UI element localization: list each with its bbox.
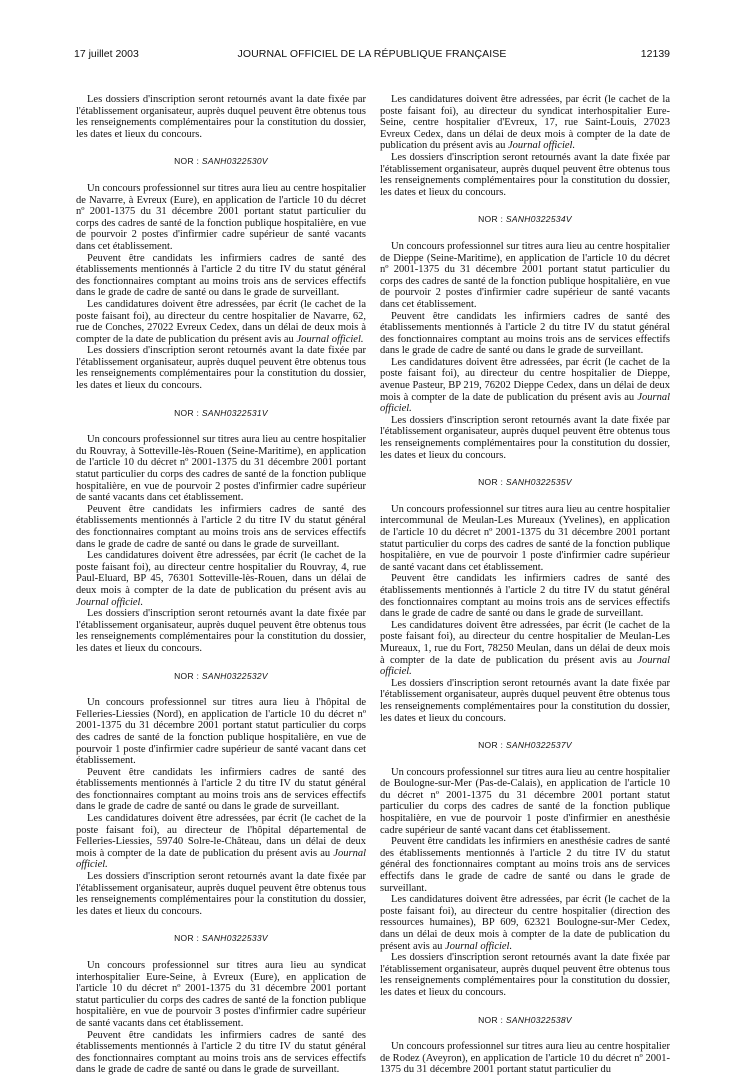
left-column (76, 94, 366, 1076)
journal-title: JOURNAL OFFICIEL DE LA RÉPUBLIQUE FRANÇAISE (237, 48, 507, 60)
paragraph (380, 152, 670, 198)
paragraph-text: Un concours professionnel sur titres aura lieu au centre hospitalier de Navarre, à Evreux (Eure), en application de l'article 10 du décret nº 2001-1375 du 31 décembre 2001 portant statut particulier du corps des cadres de santé de la fonction publique hospitalière, en vue de pourvoir 2 postes d'infirmier cadre supérieur de santé vacants dans cet établissement. (76, 182, 366, 252)
paragraph-text: Les dossiers d'inscription seront retournés avant la date fixée par l'établissement organisateur, auprès duquel peuvent être obtenus tous les renseignements complémentaires pour la constitution du dossier, les dates et lieux du concours. (76, 871, 366, 917)
nor-code: SANH0322533V (201, 933, 268, 944)
nor-label: NOR : (174, 670, 200, 681)
page-number: 12139 (640, 48, 670, 60)
paragraph-text: Les candidatures doivent être adressées, par écrit (le cachet de la poste faisant foi), au directeur centre hospitalier du Rouvray, 4, rue Paul-Eluard, BP 45, 76301 Sotteville-lès-Rouen, dans un délai de deux mois à compter de la date de publication du présent avis au (76, 550, 366, 596)
paragraph (76, 608, 366, 654)
issue-date: 17 juillet 2003 (74, 48, 139, 60)
journal-officiel-reference: Journal officiel. (76, 596, 144, 608)
paragraph-text: Un concours professionnel sur titres aura lieu à l'hôpital de Felleries-Liessies (Nord), en application de l'article 10 du décret nº 2001-1375 du 31 décembre 2001 portant statut particulier du corps des cadres de santé de la fonction publique hospitalière, en vue de pourvoir 1 poste d'infirmier cadre supérieur de santé vacant dans cet établissement. (76, 697, 366, 767)
paragraph (380, 311, 670, 357)
journal-officiel-reference: Journal officiel. (445, 940, 513, 952)
paragraph-text: Les dossiers d'inscription seront retournés avant la date fixée par l'établissement organisateur, auprès duquel peuvent être obtenus tous les renseignements complémentaires pour la constitution du dossier, les dates et lieux du concours. (380, 952, 670, 998)
paragraph (76, 345, 366, 391)
paragraph (380, 241, 670, 311)
nor-reference (76, 671, 366, 683)
paragraph (380, 767, 670, 837)
nor-code: SANH0322531V (201, 407, 268, 418)
journal-officiel-reference: Journal officiel. (76, 847, 366, 871)
paragraph-text: Les dossiers d'inscription seront retournés avant la date fixée par l'établissement organisateur, auprès duquel peuvent être obtenus tous les renseignements complémentaires pour la constitution du dossier, les dates et lieux du concours. (76, 345, 366, 392)
paragraph-text: Peuvent être candidats les infirmiers cadres de santé des établissements mentionnés à l'article 2 du titre IV du statut général des fonctionnaires comptant au moins trois ans de services effectifs dans le grade de cadre de santé ou dans le grade de surveillant. (380, 310, 670, 357)
paragraph-text: Les candidatures doivent être adressées, par écrit (le cachet de la poste faisant foi), au directeur du syndicat interhospitalier Eure-Seine, centre hospitalier d'Evreux, 17, rue Saint-Louis, 27023 Evreux Cedex, dans un délai de deux mois à compter de la date de publication du présent avis au (380, 94, 670, 152)
paragraph (76, 94, 366, 140)
paragraph (380, 415, 670, 461)
paragraph (380, 836, 670, 894)
journal-officiel-reference: Journal officiel. (296, 333, 364, 345)
paragraph-text: Un concours professionnel sur titres aura lieu au centre hospitalier de Dieppe (Seine-Maritime), en application de l'article 10 du décret nº 2001-1375 du 31 décembre 2001 portant statut particulier du corps des cadres de santé de la fonction publique hospitalière, en vue de pourvoir 2 postes d'infirmier cadre supérieur de santé vacants dans cet établissement. (380, 240, 670, 310)
paragraph-text: Un concours professionnel sur titres aura lieu au centre hospitalier de Rodez (Aveyron), en application de l'article 10 du décret nº 2001-1375 du 31 décembre 2001 portant statut particulier du (380, 1041, 670, 1076)
nor-code: SANH0322535V (505, 477, 572, 488)
paragraph (76, 253, 366, 299)
right-column (380, 94, 671, 1076)
paragraph (380, 620, 670, 678)
journal-officiel-reference: Journal officiel. (380, 654, 671, 678)
paragraph-text: Peuvent être candidats les infirmiers cadres de santé des établissements mentionnés à l'article 2 du titre IV du statut général des fonctionnaires comptant au moins trois ans de services effectifs dans le grade de cadre de santé ou dans le grade de surveillant. (76, 503, 366, 550)
nor-reference (76, 156, 366, 168)
paragraph-text: Peuvent être candidats les infirmiers cadres de santé des établissements mentionnés à l'article 2 du titre IV du statut général des fonctionnaires comptant au moins trois ans de services effectifs dans le grade de cadre de santé ou dans le grade de surveillant. (76, 252, 366, 299)
paragraph-text: Les candidatures doivent être adressées, par écrit (le cachet de la poste faisant foi), au directeur du centre hospitalier de Dieppe, avenue Pasteur, BP 219, 76202 Dieppe Cedex, dans un délai de deux mois à compter de la date de publication du présent avis au (380, 356, 670, 403)
journal-officiel-reference: Journal officiel. (508, 140, 576, 152)
nor-reference (380, 214, 670, 226)
paragraph (76, 183, 366, 253)
paragraph-text: Un concours professionnel sur titres aura lieu au centre hospitalier de Boulogne-sur-Mer (Pas-de-Calais), en application de l'article 10 du décret nº 2001-1375 du 31 décembre 2001 portant statut particulier du corps des cadres de santé de la fonction publique hospitalière, en vue de pourvoir 1 poste d'infirmier en anesthésie cadre supérieur de santé vacant dans cet établissement. (380, 766, 670, 836)
paragraph-text: Un concours professionnel sur titres aura lieu au centre hospitalier du Rouvray, à Sotteville-lès-Rouen (Seine-Maritime), en application de l'article 10 du décret nº 2001-1375 du 31 décembre 2001 portant statut particulier du corps des cadres de santé de la fonction publique hospitalière, en vue de pourvoir 2 postes d'infirmier cadre supérieur de santé vacants dans cet établissement. (76, 434, 366, 504)
paragraph (76, 504, 366, 550)
nor-label: NOR : (174, 407, 200, 418)
paragraph (76, 960, 366, 1030)
nor-label: NOR : (174, 156, 200, 167)
nor-code: SANH0322532V (201, 670, 268, 681)
paragraph-text: Les candidatures doivent être adressées, par écrit (le cachet de la poste faisant foi), au directeur du centre hospitalier (direction des ressources humaines), BP 609, 62321 Boulogne-sur-Mer Cedex, dans un délai de deux mois à compter de la date de publication du présent avis au (380, 894, 670, 952)
nor-reference (380, 477, 670, 489)
nor-label: NOR : (478, 214, 504, 225)
nor-reference (76, 408, 366, 420)
nor-label: NOR : (478, 1014, 504, 1025)
paragraph (76, 550, 366, 608)
nor-label: NOR : (478, 477, 504, 488)
nor-reference (380, 1015, 670, 1027)
paragraph (380, 357, 670, 415)
paragraph-text: Peuvent être candidats les infirmiers en anesthésie cadres de santé des établissements mentionnés à l'article 2 du titre IV du statut général des fonctionnaires comptant au moins trois ans de services effectifs dans le grade de cadre de santé ou dans le grade de surveillant. (380, 836, 670, 894)
paragraph-text: Les dossiers d'inscription seront retournés avant la date fixée par l'établissement organisateur, auprès duquel peuvent être obtenus tous les renseignements complémentaires pour la constitution du dossier, les dates et lieux du concours. (76, 94, 366, 140)
paragraph-text: Peuvent être candidats les infirmiers cadres de santé des établissements mentionnés à l'article 2 du titre IV du statut général des fonctionnaires comptant au moins trois ans de services effectifs dans le grade de cadre de santé ou dans le grade de surveillant. (76, 1029, 366, 1076)
paragraph (380, 1041, 670, 1076)
paragraph (76, 871, 366, 917)
nor-label: NOR : (478, 740, 504, 751)
nor-reference (380, 740, 670, 752)
nor-code: SANH0322538V (505, 1014, 572, 1025)
paragraph (76, 767, 366, 813)
paragraph-text: Les dossiers d'inscription seront retournés avant la date fixée par l'établissement organisateur, auprès duquel peuvent être obtenus tous les renseignements complémentaires pour la constitution du dossier, les dates et lieux du concours. (380, 151, 670, 198)
nor-reference (76, 933, 366, 945)
paragraph (380, 94, 670, 152)
paragraph (380, 952, 670, 998)
paragraph-text: Un concours professionnel sur titres aura lieu au centre hospitalier intercommunal de Meulan-Les Mureaux (Yvelines), en application de l'article 10 du décret nº 2001-1375 du 31 décembre 2001 portant statut particulier du corps des cadres de santé de la fonction publique hospitalière, en vue de pourvoir 1 poste d'infirmier cadre supérieur de santé vacant dans cet établissement. (380, 503, 670, 573)
paragraph-text: Les dossiers d'inscription seront retournés avant la date fixée par l'établissement organisateur, auprès duquel peuvent être obtenus tous les renseignements complémentaires pour la constitution du dossier, les dates et lieux du concours. (380, 414, 670, 461)
paragraph (76, 299, 366, 345)
page-header (74, 48, 670, 64)
journal-officiel-reference: Journal officiel. (380, 391, 670, 415)
paragraph (380, 678, 670, 724)
paragraph-text: Peuvent être candidats les infirmiers cadres de santé des établissements mentionnés à l'article 2 du titre IV du statut général des fonctionnaires comptant au moins trois ans de services effectifs dans le grade de cadre de santé ou dans le grade de surveillant. (76, 766, 366, 813)
paragraph-text: Les candidatures doivent être adressées, par écrit (le cachet de la poste faisant foi), au directeur du centre hospitalier de Meulan-Les Mureaux, 1, rue du Fort, 78250 Meulan, dans un délai de deux mois à compter de la date de publication du présent avis au (380, 619, 670, 666)
nor-code: SANH0322537V (505, 740, 572, 751)
paragraph (76, 434, 366, 504)
nor-code: SANH0322530V (201, 156, 268, 167)
paragraph-text: Un concours professionnel sur titres aura lieu au syndicat interhospitalier Eure-Seine, à Evreux (Eure), en application de l'article 10 du décret nº 2001-1375 du 31 décembre 2001 portant statut particulier du corps des cadres de santé de la fonction publique hospitalière, en vue de pourvoir 3 postes d'infirmier cadre supérieur de santé vacants dans cet établissement. (76, 960, 366, 1029)
paragraph (380, 504, 670, 574)
paragraph-text: Les candidatures doivent être adressées, par écrit (le cachet de la poste faisant foi), au directeur du centre hospitalier de Navarre, 62, rue de Conches, 27022 Evreux Cedex, dans un délai de deux mois à compter de la date de publication du présent avis au (76, 298, 366, 345)
paragraph (380, 573, 670, 619)
paragraph-text: Les candidatures doivent être adressées, par écrit (le cachet de la poste faisant foi), au directeur de l'hôpital départemental de Felleries-Liessies, 59740 Solre-le-Château, dans un délai de deux mois à compter de la date de publication du présent avis au (76, 813, 366, 859)
paragraph (380, 894, 670, 952)
paragraph-text: Les dossiers d'inscription seront retournés avant la date fixée par l'établissement organisateur, auprès duquel peuvent être obtenus tous les renseignements complémentaires pour la constitution du dossier, les dates et lieux du concours. (380, 677, 670, 724)
paragraph (76, 1030, 366, 1076)
paragraph (76, 813, 366, 871)
paragraph-text: Les dossiers d'inscription seront retournés avant la date fixée par l'établissement organisateur, auprès duquel peuvent être obtenus tous les renseignements complémentaires pour la constitution du dossier, les dates et lieux du concours. (76, 608, 366, 654)
paragraph (76, 697, 366, 767)
nor-label: NOR : (174, 933, 200, 944)
nor-code: SANH0322534V (505, 214, 572, 225)
paragraph-text: Peuvent être candidats les infirmiers cadres de santé des établissements mentionnés à l'article 2 du titre IV du statut général des fonctionnaires comptant au moins trois ans de services effectifs dans le grade de cadre de santé ou dans le grade de surveillant. (380, 573, 670, 620)
